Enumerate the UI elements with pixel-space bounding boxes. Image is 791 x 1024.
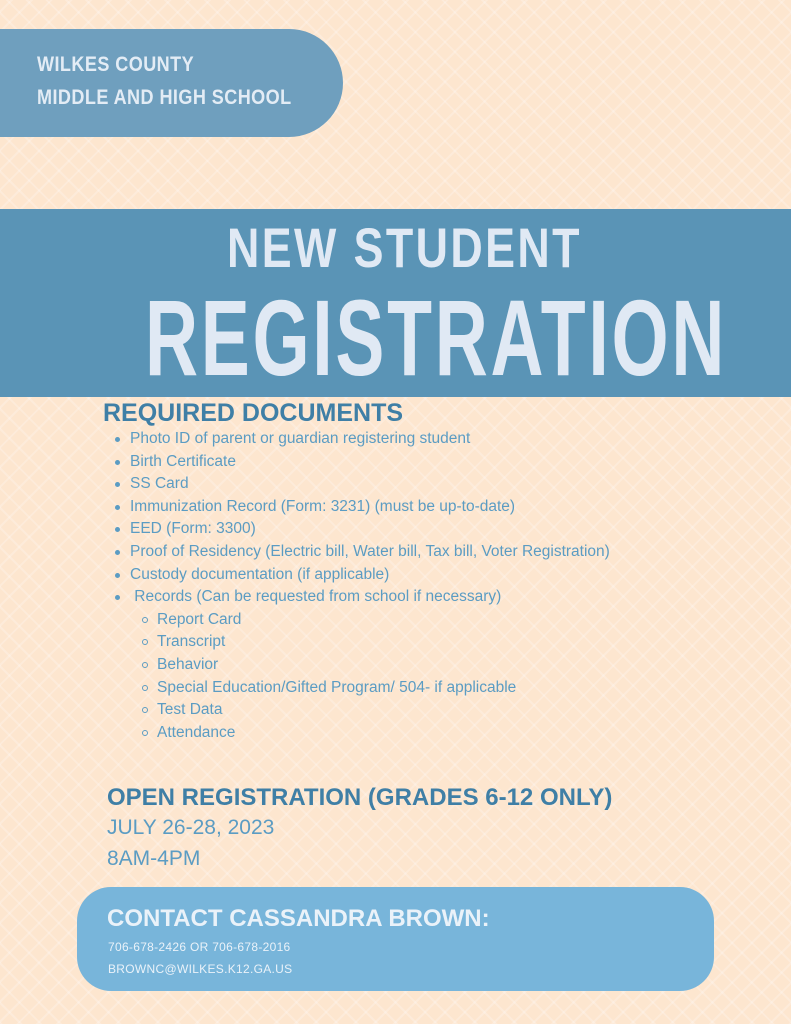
sub-list-item: Behavior: [110, 654, 610, 677]
sub-list-item: Report Card: [110, 609, 610, 632]
list-item: SS Card: [110, 473, 610, 496]
title-registration: REGISTRATION: [145, 277, 728, 398]
title-new-student: NEW STUDENT: [227, 216, 582, 279]
school-name-line2: MIDDLE AND HIGH SCHOOL: [37, 86, 292, 109]
list-item: Custody documentation (if applicable): [110, 564, 610, 587]
sub-list-item: Transcript: [110, 631, 610, 654]
registration-dates: JULY 26-28, 2023: [107, 816, 275, 839]
open-registration-heading: OPEN REGISTRATION (GRADES 6-12 ONLY): [107, 784, 613, 811]
required-documents-list: [110, 428, 610, 744]
list-item: Photo ID of parent or guardian registering student: [110, 428, 610, 451]
list-item: Birth Certificate: [110, 451, 610, 474]
school-name-badge: [0, 29, 343, 137]
sub-list-item: Test Data: [110, 699, 610, 722]
required-documents-heading: REQUIRED DOCUMENTS: [103, 399, 404, 427]
school-name-line1: WILKES COUNTY: [37, 53, 195, 76]
list-item: Proof of Residency (Electric bill, Water bill, Tax bill, Voter Registration): [110, 541, 610, 564]
contact-heading: CONTACT CASSANDRA BROWN:: [107, 905, 490, 932]
registration-hours: 8AM-4PM: [107, 847, 201, 870]
list-item: Immunization Record (Form: 3231) (must be up-to-date): [110, 496, 610, 519]
title-banner: [0, 209, 791, 397]
contact-phone: 706-678-2426 OR 706-678-2016: [108, 940, 291, 954]
contact-email: BROWNC@WILKES.K12.GA.US: [108, 962, 293, 976]
sub-list-item: Special Education/Gifted Program/ 504- if applicable: [110, 677, 610, 700]
sub-list-item: Attendance: [110, 722, 610, 745]
list-item: EED (Form: 3300): [110, 518, 610, 541]
contact-box: [77, 887, 714, 991]
list-item: Records (Can be requested from school if necessary): [110, 586, 610, 609]
